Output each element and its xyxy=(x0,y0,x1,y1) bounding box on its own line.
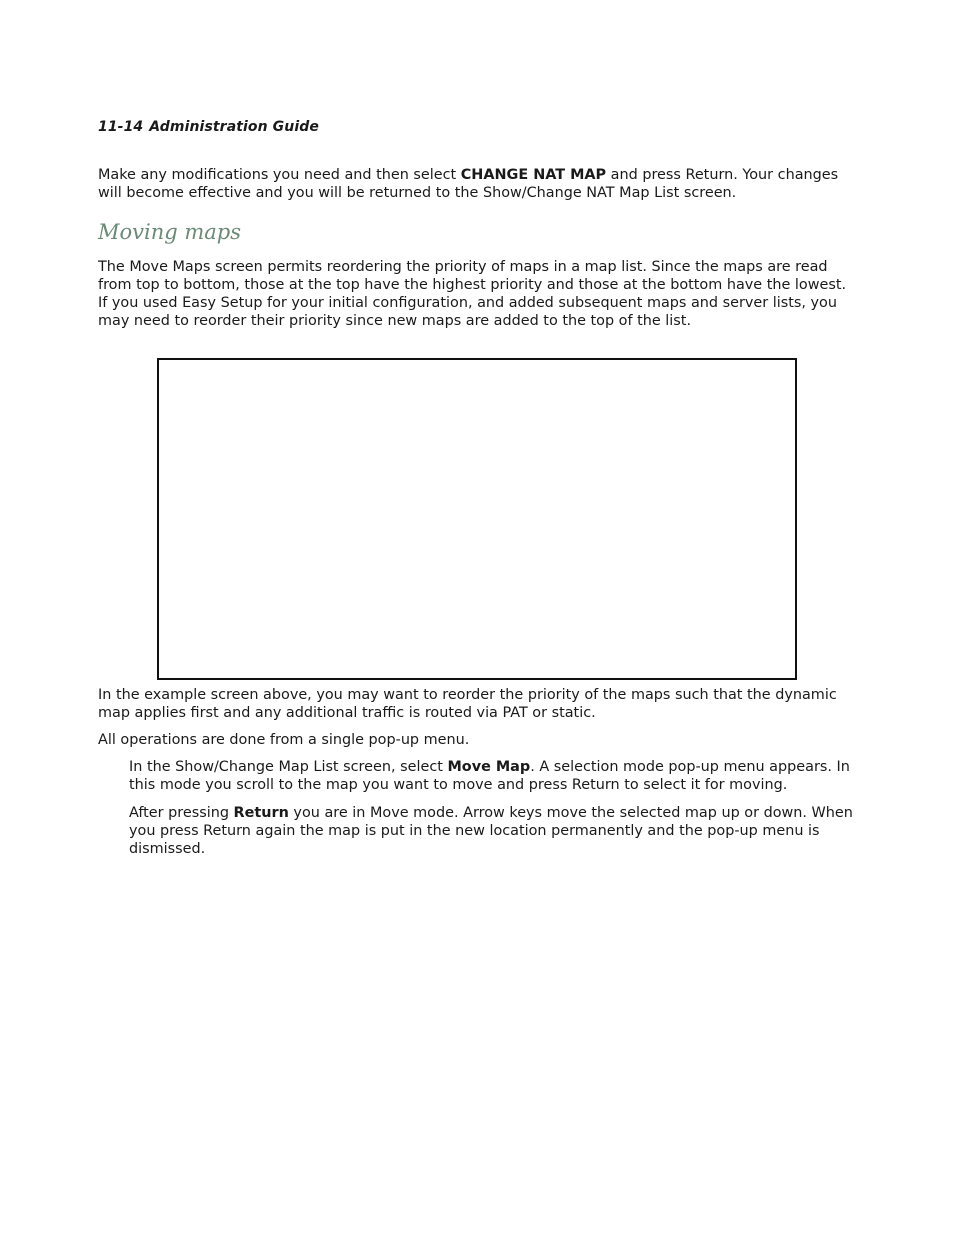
return-term: Return xyxy=(233,805,289,821)
step2-text-before: After pressing xyxy=(129,805,234,821)
move-map-term: Move Map xyxy=(447,759,531,775)
page-number: 11-14 xyxy=(98,119,144,135)
intro-paragraph xyxy=(98,166,856,202)
screenshot-figure-frame xyxy=(157,358,797,680)
intro-text-before: Make any modifications you need and then select xyxy=(98,167,461,183)
section-heading: Moving maps xyxy=(98,220,242,244)
step2-text-after: you are in Move mode. Arrow keys move the selected map up or down. When you press Return again the map is put in the new location permanently and the pop-up menu is dismissed. xyxy=(129,805,853,857)
step1-text-before: In the Show/Change Map List screen, select xyxy=(129,759,448,775)
book-title: Administration Guide xyxy=(149,119,319,135)
intro-text-after: and press Return. Your changes will become effective and you will be returned to the Show/Change NAT Map List screen. xyxy=(98,167,839,201)
step1-text-after: . A selection mode pop-up menu appears. In this mode you scroll to the map you want to move and press Return to select it for moving. xyxy=(129,759,850,793)
example-paragraph: In the example screen above, you may want to reorder the priority of the maps such that the dynamic map applies first and any additional traffic is routed via PAT or static. xyxy=(98,687,837,721)
change-nat-map-term: CHANGE NAT MAP xyxy=(460,167,607,183)
operations-paragraph: All operations are done from a single pop-up menu. xyxy=(98,732,470,748)
document-page xyxy=(98,0,856,1235)
step-move-map xyxy=(129,758,856,794)
section-description: The Move Maps screen permits reordering the priority of maps in a map list. Since the maps are read from top to bottom, those at the top have the highest priority and those at the bottom have the lowest. If you used Easy Setup for your initial configuration, and added subsequent maps and server lists, you may need to reorder their priority since new maps are added to the top of the list. xyxy=(98,259,847,329)
running-header xyxy=(98,119,319,135)
step-return xyxy=(129,804,856,858)
